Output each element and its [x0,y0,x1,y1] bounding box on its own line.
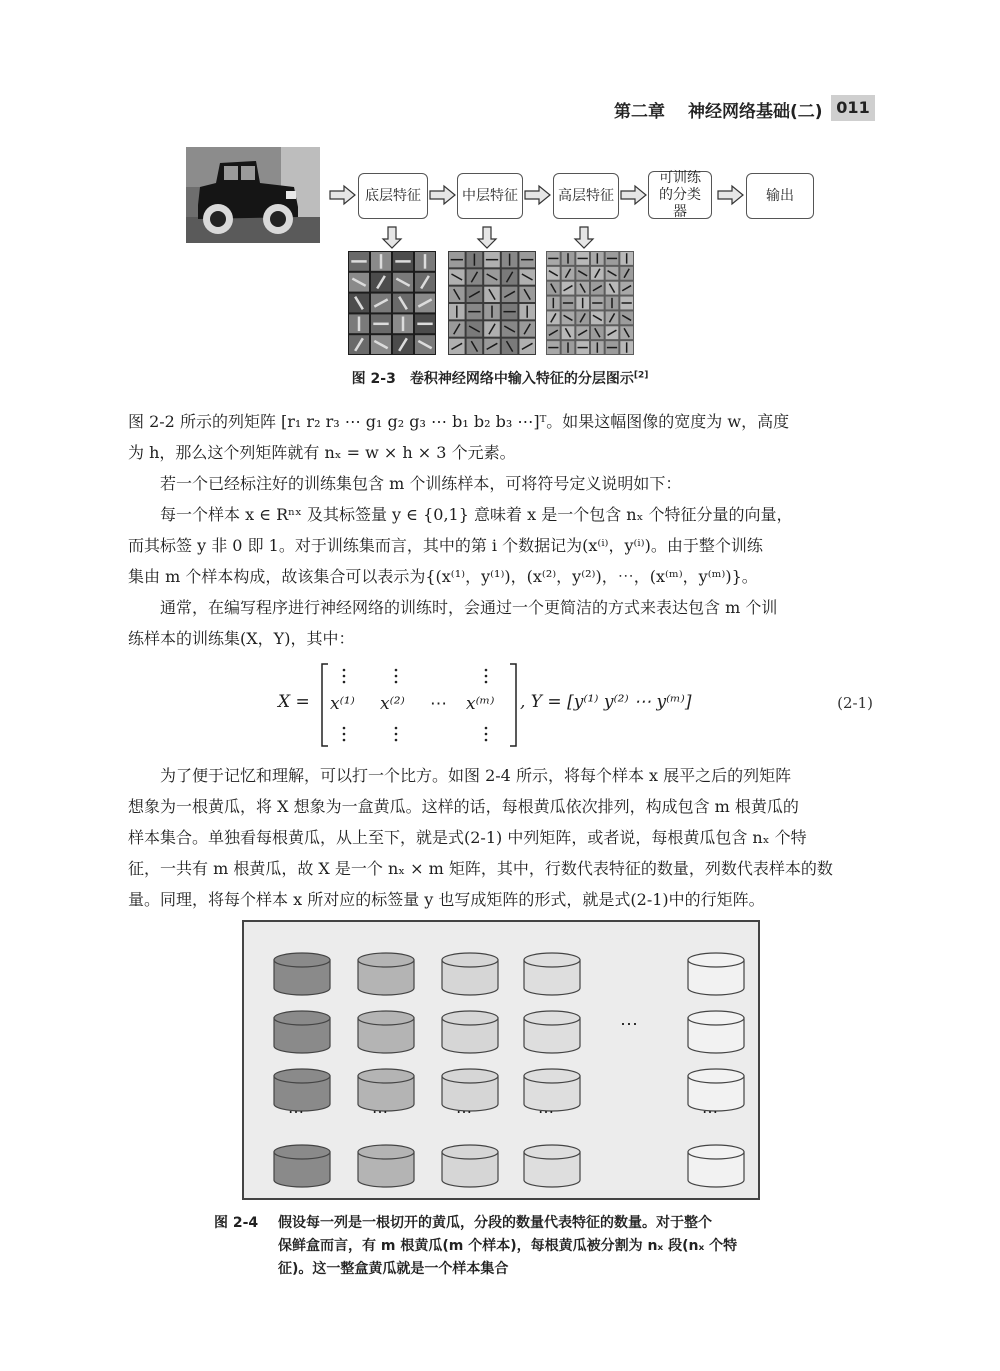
arrow-right-icon [525,186,550,204]
flow-box-low-features: 底层特征 [358,173,428,219]
equation-x-lhs: X = [278,692,310,712]
paragraph-4 [128,592,873,654]
matrix-entry: x⁽ᵐ⁾ [466,694,495,714]
ellipsis-rows: ⋯ [456,1102,472,1121]
text-line: 集由 m 个样本构成，故该集合可以表示为{(x⁽¹⁾，y⁽¹⁾)，(x⁽²⁾，y⁽²⁾)，⋯，(x⁽ᵐ⁾，y⁽ᵐ⁾)}。 [128,567,758,586]
text-line: 若一个已经标注好的训练集包含 m 个训练样本，可将符号定义说明如下： [160,474,682,493]
text-line: 想象为一根黄瓜，将 X 想象为一盒黄瓜。这样的话，每根黄瓜依次排列，构成包含 m 根黄瓜的 [128,797,799,816]
matrix-entry: x⁽²⁾ [380,694,405,714]
flow-box-high-features: 高层特征 [553,173,619,219]
text-line: 图 2-2 所示的列矩阵 [r₁ r₂ r₃ ⋯ g₁ g₂ g₃ ⋯ b₁ b₂ b₃ ⋯]ᵀ。如果这幅图像的宽度为 w，高度 [128,412,790,431]
caption-reference: [2] [633,370,649,381]
arrow-right-icon [621,186,646,204]
figure-2-4-caption [214,1212,814,1281]
high-level-feature-grid [546,251,634,355]
figure-2-3 [186,147,826,362]
text-line: 征，一共有 m 根黄瓜，故 X 是一个 nₓ × m 矩阵，其中，行数代表特征的数量，列数代表样本的数 [128,859,833,878]
matrix-entry: ⋯ [430,694,447,714]
caption-body [278,1212,814,1281]
ellipsis-rows: ⋯ [702,1102,718,1121]
matrix-entry: x⁽¹⁾ [330,694,355,714]
figure-2-3-caption [0,368,1000,388]
arrow-right-icon [718,186,743,204]
caption-line: 征)。这一整盒黄瓜就是一个样本集合 [278,1261,509,1277]
ellipsis-columns: ⋯ [620,1014,638,1035]
text-line: 为 h，那么这个列矩阵就有 nₓ = w × h × 3 个元素。 [128,443,516,462]
caption-text: 卷积神经网络中输入特征的分层图示 [409,371,634,387]
text-line: 每一个样本 x ∈ Rⁿˣ 及其标签量 y ∈ {0,1} 意味着 x 是一个包含 nₓ 个特征分量的向量， [160,505,793,524]
chapter-label: 第二章 [614,102,665,122]
equation-2-1 [128,660,873,750]
caption-line: 假设每一列是一根切开的黄瓜，分段的数量代表特征的数量。对于整个 [278,1215,712,1231]
low-level-feature-grid [348,251,436,355]
figure-2-4 [242,920,760,1200]
ellipsis-rows: ⋯ [538,1102,554,1121]
mid-level-feature-grid [448,251,536,355]
text-line: 而其标签 y 非 0 即 1。对于训练集而言，其中的第 i 个数据记为(x⁽ⁱ⁾，y⁽ⁱ⁾)。由于整个训练 [128,536,763,555]
flow-box-output: 输出 [746,173,814,219]
ellipsis-rows: ⋯ [372,1102,388,1121]
arrow-right-icon [430,186,455,204]
equation-number: (2-1) [837,694,873,712]
cucumber-grid [244,922,758,1198]
flow-box-classifier: 可训练的分类器 [648,171,712,219]
page-number: 011 [831,95,875,121]
paragraph-3 [128,499,873,592]
arrow-right-icon [330,186,355,204]
text-line: 量。同理，将每个样本 x 所对应的标签量 y 也写成矩阵的形式，就是式(2-1)中的行矩阵。 [128,890,765,909]
text-line: 样本集合。单独看每根黄瓜，从上至下，就是式(2-1) 中列矩阵，或者说，每根黄瓜包含 nₓ 个特 [128,828,807,847]
flow-box-mid-features: 中层特征 [457,173,523,219]
chapter-title: 神经网络基础(二) [688,102,823,122]
arrow-down-icon [478,227,496,248]
paragraph-1 [128,406,873,468]
running-header [600,95,875,121]
text-line: 通常，在编写程序进行神经网络的训练时，会通过一个更简洁的方式来表达包含 m 个训 [160,598,778,617]
paragraph-2 [128,468,873,499]
text-line: 为了便于记忆和理解，可以打一个比方。如图 2-4 所示，将每个样本 x 展平之后的列矩阵 [160,766,792,785]
ellipsis-rows: ⋯ [288,1102,304,1121]
caption-number: 图 2-4 [214,1215,259,1231]
arrow-down-icon [575,227,593,248]
caption-line: 保鲜盒而言，有 m 根黄瓜(m 个样本)，每根黄瓜被分割为 nₓ 段(nₓ 个特 [278,1238,738,1254]
paragraph-5 [128,760,873,915]
caption-number: 图 2-3 [351,371,396,387]
text-line: 练样本的训练集(X，Y)，其中： [128,629,355,648]
arrow-down-icon [383,227,401,248]
equation-y-part: , Y = [y⁽¹⁾ y⁽²⁾ ⋯ y⁽ᵐ⁾] [520,692,692,712]
